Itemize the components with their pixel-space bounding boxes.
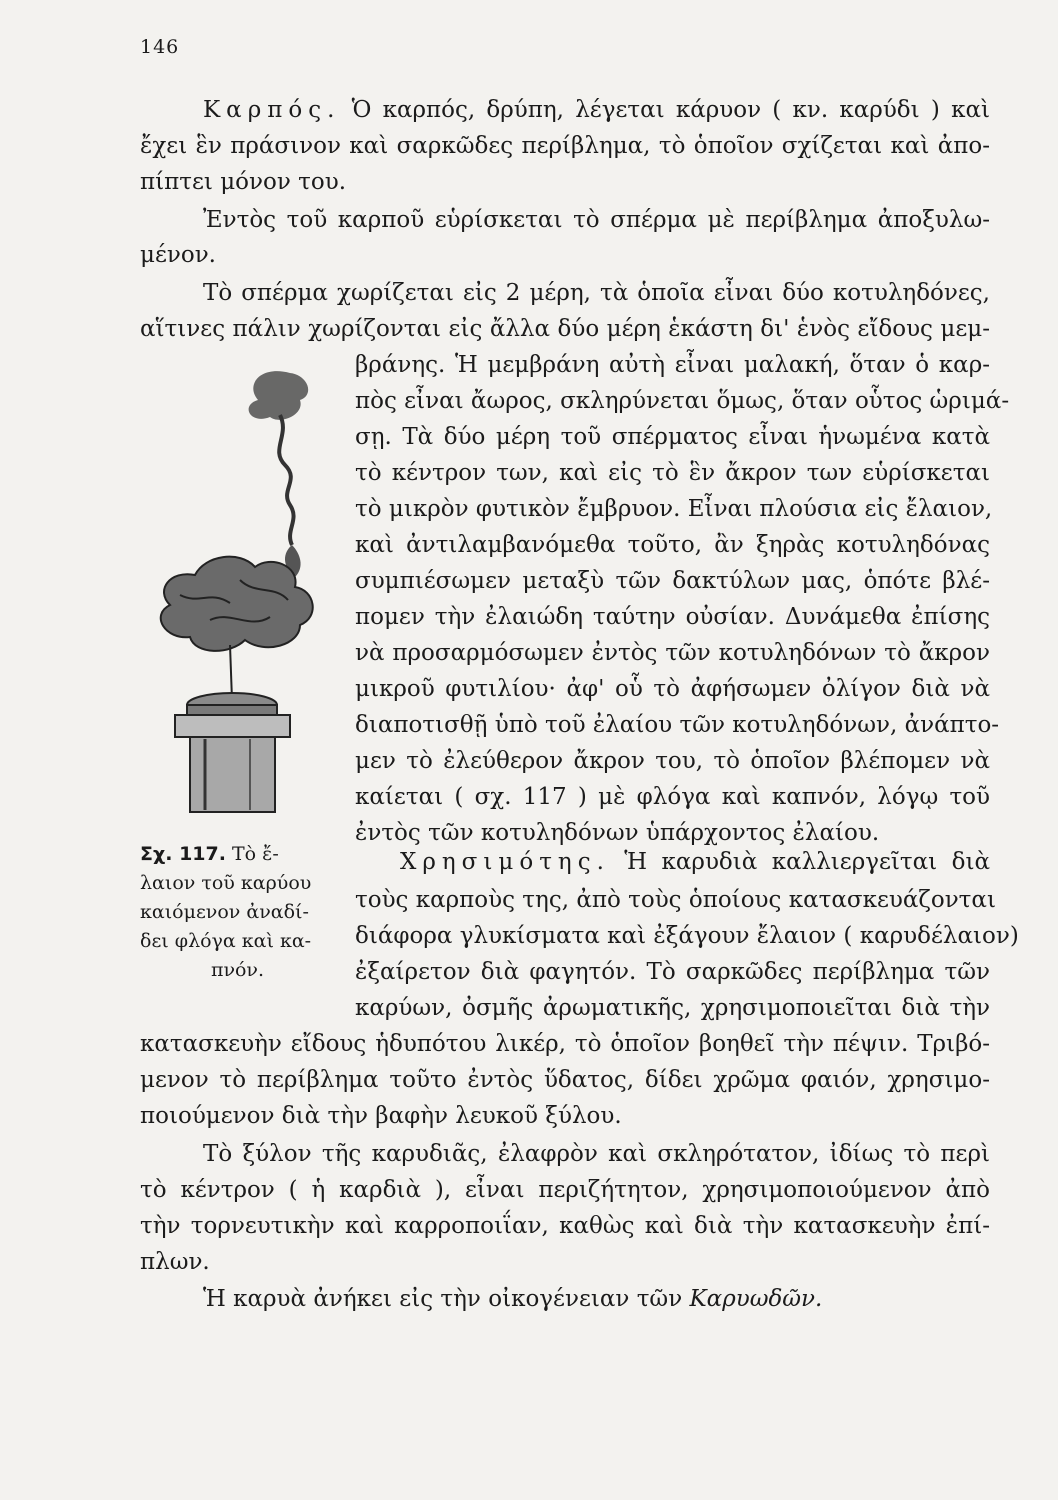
text-line: ἐντὸς τῶν κοτυληδόνων ὑπάρχοντος ἐλαίου.: [355, 820, 880, 846]
text-line: Ἐντὸς τοῦ καρποῦ εὑρίσκεται τὸ σπέρμα μὲ περίβλημα ἀποξυλω-: [203, 207, 990, 233]
text-line: διάφορα γλυκίσματα καὶ ἐξάγουν ἔλαιον ( καρυδέλαιον): [355, 923, 1019, 949]
text-line: ποιούμενον διὰ τὴν βαφὴν λευκοῦ ξύλου.: [140, 1103, 622, 1129]
text-line: μένον.: [140, 242, 216, 268]
text-line: σῃ. Τὰ δύο μέρη τοῦ σπέρματος εἶναι ἡνωμένα κατὰ: [355, 424, 990, 450]
text-line: πομεν τὴν ἐλαιώδη ταύτην οὐσίαν. Δυνάμεθα ἐπίσης: [355, 604, 990, 630]
text-line: τοὺς καρποὺς της, ἀπὸ τοὺς ὁποίους κατασκευάζονται: [355, 887, 996, 913]
smoke-cloud: [249, 371, 309, 420]
text-line: νὰ προσαρμόσωμεν ἐντὸς τῶν κοτυληδόνων τὸ ἄκρον: [355, 640, 990, 666]
text-line: ἔχει ἓν πράσινον καὶ σαρκῶδες περίβλημα, τὸ ὁποῖον σχίζεται καὶ ἀπο-: [140, 133, 990, 159]
caption-line: [140, 840, 335, 869]
text-line: πίπτει μόνον του.: [140, 169, 347, 195]
section-heading: Χρησιμότης.: [400, 849, 610, 875]
caption-label: Σχ. 117.: [140, 843, 226, 865]
text-line: [355, 845, 990, 879]
text-line: συμπιέσωμεν μεταξὺ τῶν δακτύλων μας, ὁπότε βλέ-: [355, 568, 990, 594]
text-line: τὴν τορνευτικὴν καὶ καρροποιΐαν, καθὼς καὶ διὰ τὴν κατασκευὴν ἐπί-: [140, 1213, 990, 1239]
family-name: Καρυωδῶν.: [689, 1286, 823, 1312]
text-span: Ἡ καρυδιὰ καλλιεργεῖται διὰ: [624, 849, 990, 875]
caption-text: Τὸ ἔ-: [232, 843, 279, 865]
walnut-kernel: [161, 557, 313, 651]
text-line: ἐξαίρετον διὰ φαγητόν. Τὸ σαρκῶδες περίβλημα τῶν: [355, 959, 990, 985]
text-line: μενον τὸ περίβλημα τοῦτο ἐντὸς ὕδατος, δίδει χρῶμα φαιόν, χρησιμο-: [140, 1067, 990, 1093]
text-line: τὸ μικρὸν φυτικὸν ἔμβρυον. Εἶναι πλούσια εἰς ἔλαιον,: [355, 496, 993, 522]
text-line: [140, 1282, 990, 1316]
caption-line: καιόμενον ἀναδί-: [140, 901, 309, 923]
text-line: [140, 93, 990, 127]
pin-stem: [230, 645, 232, 700]
text-line: Τὸ ξύλον τῆς καρυδιᾶς, ἐλαφρὸν καὶ σκληρότατον, ἰδίως τὸ περὶ: [203, 1141, 990, 1167]
text-line: πὸς εἶναι ἄωρος, σκληρύνεται ὅμως, ὅταν οὗτος ὡριμά-: [355, 388, 1010, 414]
page-number: 146: [140, 36, 180, 58]
text-span: Ἡ καρυὰ ἀνήκει εἰς τὴν οἰκογένειαν τῶν: [203, 1286, 683, 1312]
figure-caption: [140, 840, 335, 985]
text-line: πλων.: [140, 1249, 210, 1275]
text-line: μικροῦ φυτιλίου· ἀφ' οὗ τὸ ἀφήσωμεν ὀλίγον διὰ νὰ: [355, 676, 990, 702]
bottle-rim: [175, 715, 290, 737]
figure-burning-walnut: [140, 355, 345, 835]
text-line: διαποτισθῇ ὑπὸ τοῦ ἐλαίου τῶν κοτυληδόνων, ἀνάπτο-: [355, 712, 1000, 738]
bottle-neck: [190, 737, 275, 812]
text-line: καίεται ( σχ. 117 ) μὲ φλόγα καὶ καπνόν, λόγῳ τοῦ: [355, 784, 990, 810]
smoke-trail: [279, 415, 293, 545]
text-line: καὶ ἀντιλαμβανόμεθα τοῦτο, ἂν ξηρὰς κοτυληδόνας: [355, 532, 990, 558]
text-line: κατασκευὴν εἴδους ἡδυπότου λικέρ, τὸ ὁποῖον βοηθεῖ τὴν πέψιν. Τριβό-: [140, 1031, 990, 1057]
text-line: καρύων, ὀσμῆς ἀρωματικῆς, χρησιμοποιεῖται διὰ τὴν: [355, 995, 990, 1021]
text-line: τὸ κέντρον ( ἡ καρδιὰ ), εἶναι περιζήτητον, χρησιμοποιούμενον ἀπὸ: [140, 1177, 990, 1203]
text-line: βράνης. Ἡ μεμβράνη αὐτὴ εἶναι μαλακή, ὅταν ὁ καρ-: [355, 352, 990, 378]
walnut-lamp-illustration: [140, 355, 345, 835]
text-line: Τὸ σπέρμα χωρίζεται εἰς 2 μέρη, τὰ ὁποῖα εἶναι δύο κοτυληδόνες,: [203, 280, 990, 306]
text-span: Ὁ καρπός, δρύπη, λέγεται κάρυον ( κν. καρύδι ) καὶ: [351, 97, 990, 123]
text-line: αἵτινες πάλιν χωρίζονται εἰς ἄλλα δύο μέρη ἑκάστη δι' ἑνὸς εἴδους μεμ-: [140, 316, 990, 342]
text-line: μεν τὸ ἐλεύθερον ἄκρον του, τὸ ὁποῖον βλέπομεν νὰ: [355, 748, 990, 774]
caption-line: λαιον τοῦ καρύου: [140, 872, 312, 894]
text-line: τὸ κέντρον των, καὶ εἰς τὸ ἓν ἄκρον των εὑρίσκεται: [355, 460, 990, 486]
caption-line: πνόν.: [210, 959, 265, 981]
section-heading: Καρπός.: [203, 97, 341, 123]
caption-line: δει φλόγα καὶ κα-: [140, 930, 312, 952]
